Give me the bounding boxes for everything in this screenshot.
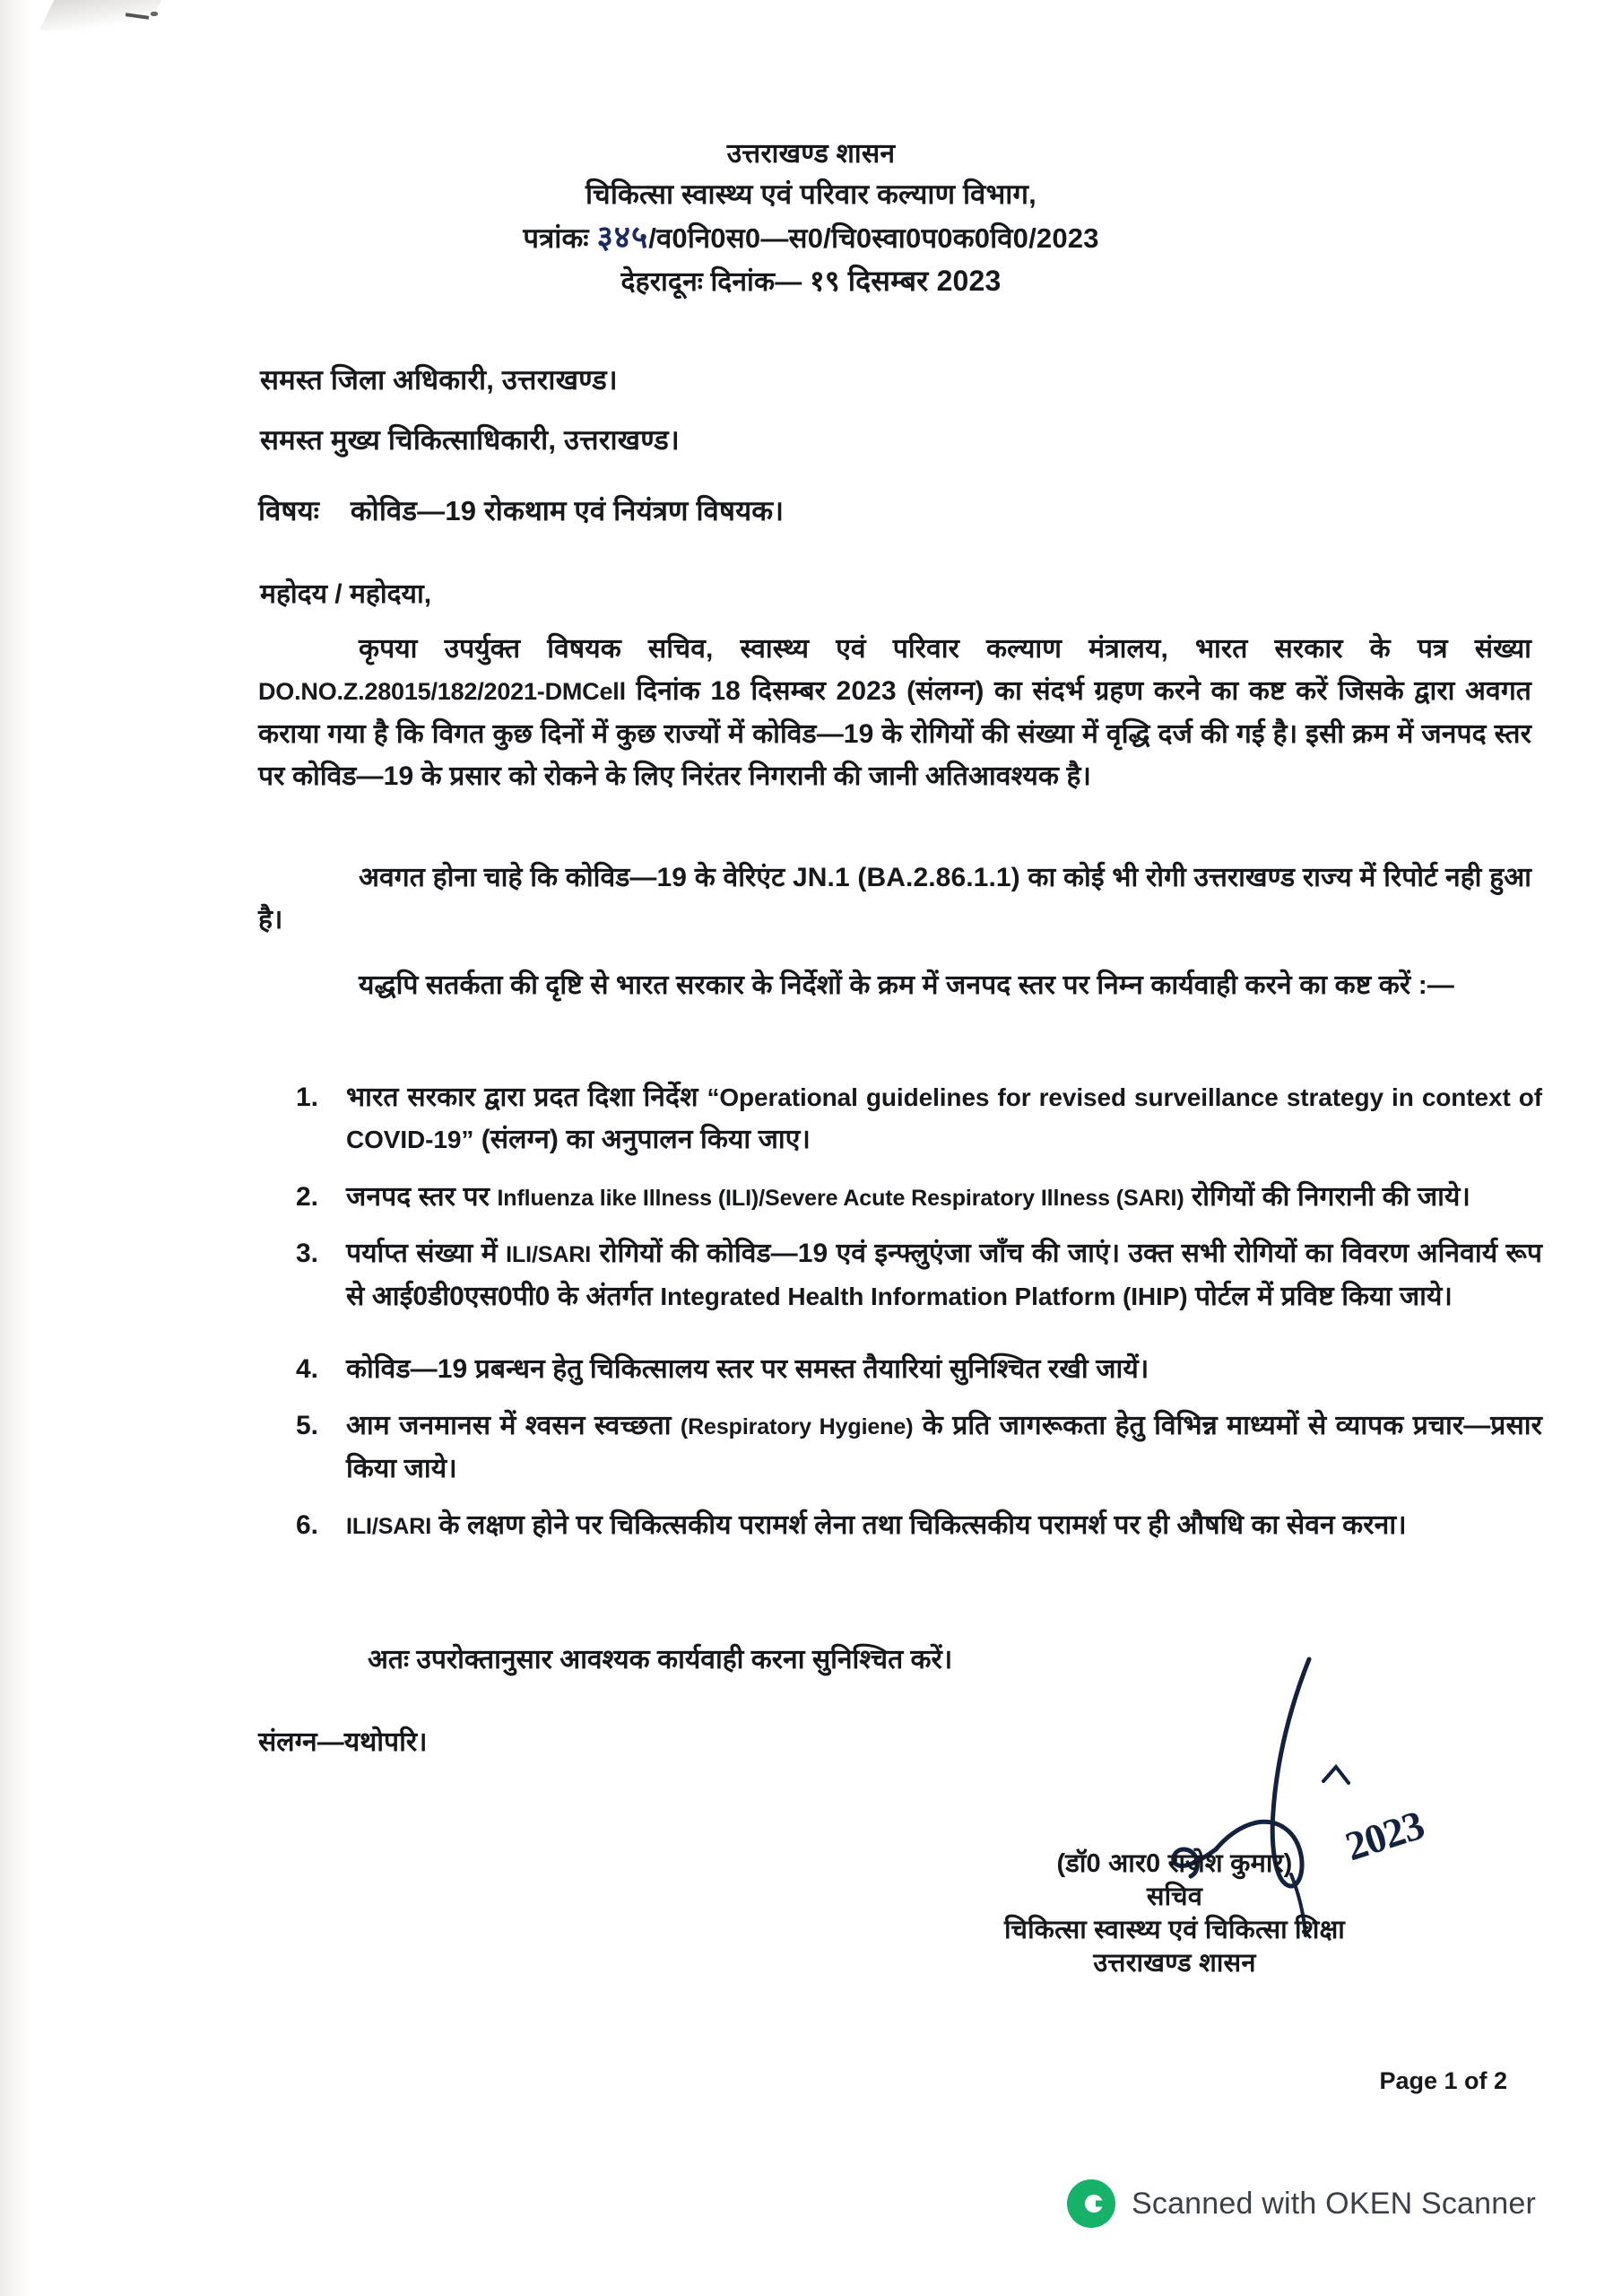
oken-scanner-logo-icon [1067, 2179, 1115, 2228]
signatory-name: (डॉ0 आर0 राजेश कुमार) [1056, 1849, 1293, 1878]
reference-number: ३४५ [596, 220, 649, 256]
item-3-ihip-platform: Integrated Health Information Platform (IHIP) [660, 1282, 1188, 1310]
signatory-department: चिकित्सा स्वास्थ्य एवं चिकित्सा शिक्षा [1004, 1916, 1345, 1945]
item-3-hindi-c: पोर्टल में प्रविष्ट किया जाये। [1194, 1281, 1453, 1311]
signatory-government: उत्तराखण्ड शासन [1093, 1949, 1256, 1979]
list-item [296, 1348, 1542, 1390]
item-3-ili-sari: ILI/SARI [506, 1242, 592, 1268]
item-2-hindi-b: रोगियों की निगरानी की जाये। [1192, 1181, 1471, 1212]
paragraph-3-text: यद्धपि सतर्कता की दृष्टि से भारत सरकार के निर्देशों के क्रम में जनपद स्तर पर निम्न कार्यवाही करने का कष्ट करें :— [359, 970, 1454, 1000]
item-5-hindi-b: के प्रति जागरूकता हेतु विभिन्न माध्यमों से व्यापक प्रचार—प्रसार किया जाये। [346, 1411, 1542, 1483]
list-item-number: 4. [296, 1353, 319, 1384]
header-department-name: चिकित्सा स्वास्थ्य एवं परिवार कल्याण विभाग, [585, 178, 1037, 210]
list-item-text [346, 1405, 1542, 1490]
subject-line [258, 491, 784, 529]
paragraph-1-part-b: दिनांक 18 दिसम्बर 2023 (संलग्न) का संदर्भ ग्रहण करने का कष्ट करें जिसके द्वारा अवगत कराया गया है कि विगत कुछ दिनों में कुछ राज्यों में कोविड—19 के रोगियों की संख्या में वृद्धि दर्ज की गई है। इसी क्रम में जनपद स्तर पर कोविड—19 के प्रसार को रोकने के लिए निरंतर निगरानी की जानी अतिआवश्यक है। [258, 676, 1532, 792]
list-item-number: 5. [296, 1411, 319, 1441]
place-date-label: देहरादूनः दिनांक— [620, 267, 802, 298]
addressee-block [260, 366, 1336, 486]
list-item [296, 1405, 1542, 1490]
item-1-english-guideline: “Operational guidelines for revised surveillance strategy in context of COVID-19” [346, 1083, 1543, 1154]
list-item-text [346, 1504, 1542, 1546]
item-5-respiratory-hygiene: (Respiratory Hygiene) [680, 1414, 914, 1440]
signature-block [897, 1848, 1453, 1980]
central-govt-letter-number: DO.NO.Z.28015/182/2021-DMCell [258, 678, 626, 706]
addressee-line: समस्त मुख्य चिकित्साधिकारी, उत्तराखण्ड। [260, 424, 680, 456]
letter-header [0, 135, 1622, 302]
header-date-line [0, 260, 1622, 302]
list-item [296, 1176, 1542, 1218]
signatory-designation: सचिव [1146, 1883, 1203, 1912]
header-reference-line [0, 214, 1622, 260]
body-paragraph-2 [258, 857, 1531, 942]
item-2-english-ili-sari: Influenza like Illness (ILI)/Severe Acute Respiratory Illness (SARI) [497, 1185, 1184, 1211]
list-item-number: 6. [296, 1510, 319, 1541]
item-2-hindi-a: जनपद स्तर पर [346, 1181, 490, 1212]
reference-label: पत्रांकः [523, 222, 589, 255]
item-6-hindi: के लक्षण होने पर चिकित्सकीय परामर्श लेना तथा चिकित्सकीय परामर्श पर ही औषधि का सेवन करना। [438, 1510, 1407, 1541]
list-item-number: 2. [296, 1181, 319, 1212]
item-1-hindi-a: भारत सरकार द्वारा प्रदत दिशा निर्देश [346, 1083, 698, 1112]
list-item-text [346, 1176, 1542, 1218]
item-6-ili-sari: ILI/SARI [346, 1514, 432, 1540]
item-1-hindi-b: (संलग्न) का अनुपालन किया जाए। [481, 1125, 811, 1155]
list-item-text [346, 1232, 1542, 1318]
addressee-line: समस्त जिला अधिकारी, उत्तराखण्ड। [260, 364, 618, 396]
list-item-number: 1. [296, 1083, 319, 1112]
paragraph-2-text: अवगत होना चाहे कि कोविड—19 के वेरिएंट JN.1 (BA.2.86.1.1) का कोई भी रोगी उत्तराखण्ड राज्य में रिपोर्ट नही हुआ है। [258, 863, 1531, 935]
body-paragraph-3 [258, 964, 1531, 1006]
salutation: महोदय / महोदया, [260, 579, 432, 609]
subject-label: विषयः [258, 495, 320, 526]
subject-text: कोविड—19 रोकथाम एवं नियंत्रण विषयक। [350, 495, 785, 526]
header-government-name: उत्तराखण्ड शासन [726, 139, 896, 169]
scanner-watermark-text: Scanned with OKEN Scanner [1132, 2186, 1537, 2221]
list-item-number: 3. [296, 1239, 319, 1269]
letter-date: १९ दिसम्बर 2023 [810, 265, 1002, 298]
item-4-hindi: कोविड—19 प्रबन्धन हेतु चिकित्सालय स्तर पर समस्त तैयारियां सुनिश्चित रखी जायें। [346, 1353, 1149, 1384]
list-item [296, 1504, 1542, 1546]
paragraph-1-part-a: कृपया उपर्युक्त विषयक सचिव, स्वास्थ्य एवं परिवार कल्याण मंत्रालय, भारत सरकार के पत्र संख्या [359, 634, 1531, 664]
scanner-watermark [1067, 2179, 1536, 2228]
page-number: Page 1 of 2 [1379, 2067, 1507, 2094]
list-item [296, 1232, 1542, 1318]
item-5-hindi-a: आम जनमानस में श्वसन स्वच्छता [346, 1411, 672, 1441]
body-paragraph-1 [258, 628, 1531, 798]
list-item-text [346, 1076, 1542, 1161]
signature-handwritten-date: 2023 [1340, 1801, 1429, 1870]
item-3-hindi-a: पर्याप्त संख्या में [346, 1239, 498, 1269]
list-item-text [346, 1348, 1542, 1390]
reference-suffix: /व0नि0स0—स0/चि0स्वा0प0क0वि0/2023 [648, 222, 1099, 255]
list-item [296, 1076, 1542, 1161]
closing-statement: अतः उपरोक्तानुसार आवश्यक कार्यवाही करना सुनिश्चित करें। [368, 1645, 953, 1674]
directives-list [296, 1076, 1542, 1561]
item-3-hindi-b: रोगियों की कोविड—19 एवं इन्फ्लुएंजा जाँच की जाएं। उक्त सभी रोगियों का विवरण अनिवार्य रूप से आई0डी0एस0पी0 के अंतर्गत [346, 1239, 1543, 1311]
enclosure-note: संलग्न—यथोपरि। [258, 1727, 428, 1757]
